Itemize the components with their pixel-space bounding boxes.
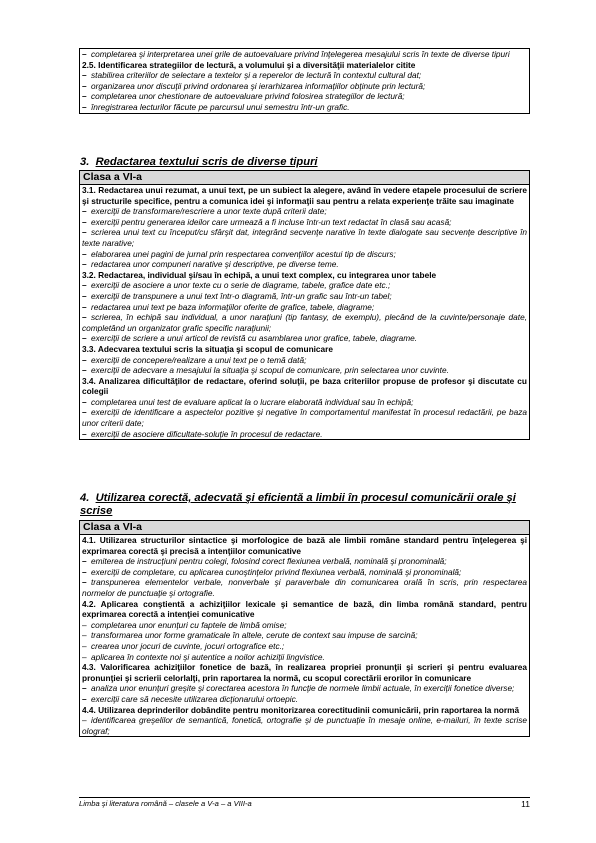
- bullet-dash: –: [82, 301, 87, 312]
- item-text: completarea unui test de evaluare aplicat la o lucrare elaborată individual sau în echipă;: [91, 396, 414, 407]
- activity-item: [80, 397, 529, 408]
- activity-item: [80, 683, 529, 694]
- competency-heading: [80, 599, 529, 620]
- item-text: aplicarea în contexte noi şi autentice a noilor achiziţii lingvistice.: [91, 651, 325, 662]
- bullet-dash: –: [82, 70, 87, 81]
- bullet-dash: –: [82, 259, 87, 270]
- bullet-dash: –: [82, 80, 87, 91]
- activity-item: [80, 577, 529, 598]
- bullet-dash: –: [82, 312, 87, 323]
- item-text: 3.2. Redactarea, individual şi/sau în echipă, a unui text complex, cu integrarea unor tabele: [82, 269, 437, 280]
- page-footer: [79, 797, 530, 810]
- activity-item: [80, 102, 529, 113]
- section-3-box: [79, 170, 530, 440]
- bullet-dash: –: [82, 715, 87, 726]
- page-number: 11: [521, 799, 530, 809]
- activity-item: [80, 715, 529, 736]
- item-text: exerciţii de adecvare a mesajului la situaţia şi scopul de comunicare, prin selectarea unor cuvinte.: [91, 365, 449, 376]
- item-text: exerciţii pentru generarea ideilor care urmează a fi incluse într-un text redactat în clasă sau acasă;: [91, 216, 452, 227]
- bullet-dash: –: [82, 101, 87, 112]
- bullet-dash: –: [82, 407, 87, 418]
- item-text: 4.3. Valorificarea achiziţiilor fonetice de bază, în realizarea propriei pronunţii şi scrieri şi pentru evaluarea pronunţiei şi scrierii celorlalţi, prin raportarea la normă, cu scopul corectării erorilor în comunicare: [82, 662, 527, 683]
- competency-heading: [80, 270, 529, 281]
- footer-text: Limba şi literatura română – clasele a V-a – a VIII-a: [79, 799, 252, 808]
- item-text: 3.4. Analizarea dificultăţilor de redactare, oferind soluţii, pe baza criteriilor propuse de profesor şi discutate cu colegii: [82, 375, 527, 397]
- bullet-dash: –: [82, 280, 87, 291]
- activity-item: [80, 49, 529, 60]
- item-text: exerciţii de transformare/rescriere a unor texte după criterii date;: [91, 206, 327, 217]
- activity-item: [80, 620, 529, 631]
- bullet-dash: –: [82, 683, 87, 694]
- item-text: crearea unor jocuri de cuvinte, jocuri ortografice etc.;: [91, 640, 285, 651]
- item-text: redactarea unui text pe baza informaţiilor oferite de grafice, tabele, diagrame;: [91, 301, 375, 312]
- competency-heading: [80, 60, 529, 71]
- section-4-heading-text: Utilizarea corectă, adecvată şi eficientă a limbii în procesul comunicării orale şi scrise: [80, 492, 516, 517]
- top-competency-box: [79, 48, 530, 114]
- activity-item: [80, 556, 529, 567]
- activity-item: [80, 280, 529, 291]
- item-text: scrierea, în echipă sau individual, a unor naraţiuni (tip fantasy, de exemplu), plecând de la cuvinte/personaje date, completând un organizator grafic specific naraţiunii;: [82, 312, 527, 333]
- section-4-number: 4.: [80, 492, 90, 504]
- item-text: stabilirea criteriilor de selectare a textelor şi a reperelor de lectură în contextul cultural dat;: [91, 70, 422, 81]
- item-text: 4.1. Utilizarea structurilor sintactice şi morfologice de bază ale limbii române standard pentru înţelegerea şi exprimarea corectă şi precisă a intenţiilor comunicative: [82, 535, 527, 556]
- bullet-dash: –: [82, 640, 87, 651]
- item-text: exerciţii de scriere a unui articol de revistă cu asamblarea unor grafice, tabele, diagrame.: [91, 333, 418, 344]
- item-text: 4.2. Aplicarea conştientă a achiziţiilor lexicale şi semantice de bază, din limba română standard, pentru exprimarea corectă a intenţiei comunicative: [82, 598, 527, 620]
- competency-heading: [80, 376, 529, 397]
- item-text: 4.4. Utilizarea deprinderilor dobândite pentru monitorizarea corectitudinii comunicării, prin raportarea la normă: [82, 704, 520, 715]
- activity-item: [80, 302, 529, 313]
- section-3-items: [80, 185, 529, 439]
- bullet-dash: –: [82, 365, 87, 376]
- item-text: transformarea unor forme gramaticale în altele, cerute de context sau impuse de sarcină;: [91, 630, 418, 641]
- bullet-dash: –: [82, 206, 87, 217]
- activity-item: [80, 217, 529, 228]
- item-text: emiterea de instrucţiuni pentru colegi, folosind corect flexiunea verbală, nominală şi pronominală;: [91, 556, 447, 567]
- section-4-items: [80, 535, 529, 736]
- bullet-dash: –: [82, 566, 87, 577]
- item-text: transpunerea elementelor verbale, nonverbale şi paraverbale din comunicarea orală în scris, prin respectarea normelor de punctuaţie şi ortografie.: [82, 577, 527, 598]
- bullet-dash: –: [82, 556, 87, 567]
- bullet-dash: –: [82, 396, 87, 407]
- activity-item: [80, 227, 529, 248]
- competency-heading: [80, 662, 529, 683]
- activity-item: [80, 567, 529, 578]
- section-4-title: [80, 492, 530, 518]
- item-text: analiza unor enunţuri greşite şi corectarea acestora în funcţie de normele limbii actuale, în exerciţii fonetice diverse;: [91, 683, 515, 694]
- item-text: exerciţii de transpunere a unui text într-o diagramă, într-un grafic sau într-un tabel;: [91, 290, 392, 301]
- bullet-dash: –: [82, 227, 87, 238]
- bullet-dash: –: [82, 651, 87, 662]
- activity-item: [80, 81, 529, 92]
- section-3-heading-text: Redactarea textului scris de diverse tipuri: [95, 156, 318, 168]
- activity-item: [80, 407, 529, 428]
- activity-item: [80, 206, 529, 217]
- item-text: 3.1. Redactarea unui rezumat, a unui text, pe un subiect la alegere, având în vedere etapele procesului de scriere şi structurile specifice, pentru a comunica idei şi informaţii sau pentru a relata experienţe trăite sau imaginate: [82, 185, 527, 206]
- item-text: exerciţii de asociere dificultate-soluţie în procesul de redactare.: [91, 428, 323, 439]
- activity-item: [80, 694, 529, 705]
- item-text: exerciţii de completare, cu aplicarea cunoştinţelor privind flexiunea verbală, nominală şi pronominală;: [91, 566, 462, 577]
- bullet-dash: –: [82, 693, 87, 704]
- bullet-dash: –: [82, 333, 87, 344]
- item-text: 2.5. Identificarea strategiilor de lectură, a volumului şi a diversităţii materialelor citite: [82, 59, 416, 70]
- item-text: completarea unor chestionare de autoevaluare privind folosirea strategiilor de lectură;: [91, 91, 405, 102]
- bullet-dash: –: [82, 49, 87, 59]
- item-text: exerciţii de identificare a aspectelor pozitive şi negative în comportamentul manifestat în procesul redactării, pe baza unor criterii date;: [82, 407, 527, 429]
- activity-item: [80, 259, 529, 270]
- section-4-class-label: Clasa a VI-a: [80, 521, 529, 535]
- activity-item: [80, 312, 529, 333]
- bullet-dash: –: [82, 619, 87, 630]
- bullet-dash: –: [82, 630, 87, 641]
- competency-heading: [80, 344, 529, 355]
- activity-item: [80, 291, 529, 302]
- bullet-dash: –: [82, 428, 87, 439]
- activity-item: [80, 91, 529, 102]
- bullet-dash: –: [82, 248, 87, 259]
- item-text: 3.3. Adecvarea textului scris la situaţia şi scopul de comunicare: [82, 343, 334, 354]
- item-text: scrierea unui text cu început/cu sfârşit dat, integrând secvenţe narative în texte dialogate sau secvenţe descriptive în texte narative;: [82, 227, 527, 248]
- bullet-dash: –: [82, 91, 87, 102]
- activity-item: [80, 355, 529, 366]
- activity-item: [80, 333, 529, 344]
- competency-heading: [80, 705, 529, 716]
- item-text: organizarea unor discuţii privind ordonarea şi ierarhizarea informaţiilor obţinute prin lectură;: [91, 80, 426, 91]
- bullet-dash: –: [82, 290, 87, 301]
- activity-item: [80, 630, 529, 641]
- bullet-dash: –: [82, 216, 87, 227]
- item-text: înregistrarea lecturilor făcute pe parcursul unui semestru într-un grafic.: [91, 101, 350, 112]
- activity-item: [80, 249, 529, 260]
- activity-item: [80, 641, 529, 652]
- item-text: completarea şi interpretarea unei grile de autoevaluare privind înţelegerea mesajului scris în texte de diverse tipuri: [91, 49, 510, 59]
- item-text: redactarea unor compuneri narative şi descriptive, pe diverse teme.: [91, 259, 339, 270]
- item-text: exerciţii care să necesite utilizarea dicţionarului ortoepic.: [91, 693, 299, 704]
- item-text: completarea unor enunţuri cu faptele de limbă omise;: [91, 619, 287, 630]
- activity-item: [80, 429, 529, 440]
- item-text: identificarea greşelilor de semantică, fonetică, ortografie şi de punctuaţie în mesaje online, e-mailuri, în texte scrise olograf;: [82, 715, 527, 736]
- section-3-class-label: Clasa a VI-a: [80, 171, 529, 185]
- activity-item: [80, 652, 529, 663]
- activity-item: [80, 70, 529, 81]
- section-3-number: 3.: [80, 156, 90, 168]
- section-4-box: [79, 520, 530, 737]
- bullet-dash: –: [82, 354, 87, 365]
- competency-heading: [80, 185, 529, 206]
- section-3-title: [80, 156, 530, 169]
- item-text: elaborarea unei pagini de jurnal prin respectarea convenţiilor acestui tip de discurs;: [91, 248, 396, 259]
- activity-item: [80, 365, 529, 376]
- item-text: exerciţii de asociere a unor texte cu o serie de diagrame, tabele, grafice date etc.;: [91, 280, 391, 291]
- competency-heading: [80, 535, 529, 556]
- item-text: exerciţii de concepere/realizare a unui text pe o temă dată;: [91, 354, 307, 365]
- bullet-dash: –: [82, 577, 87, 588]
